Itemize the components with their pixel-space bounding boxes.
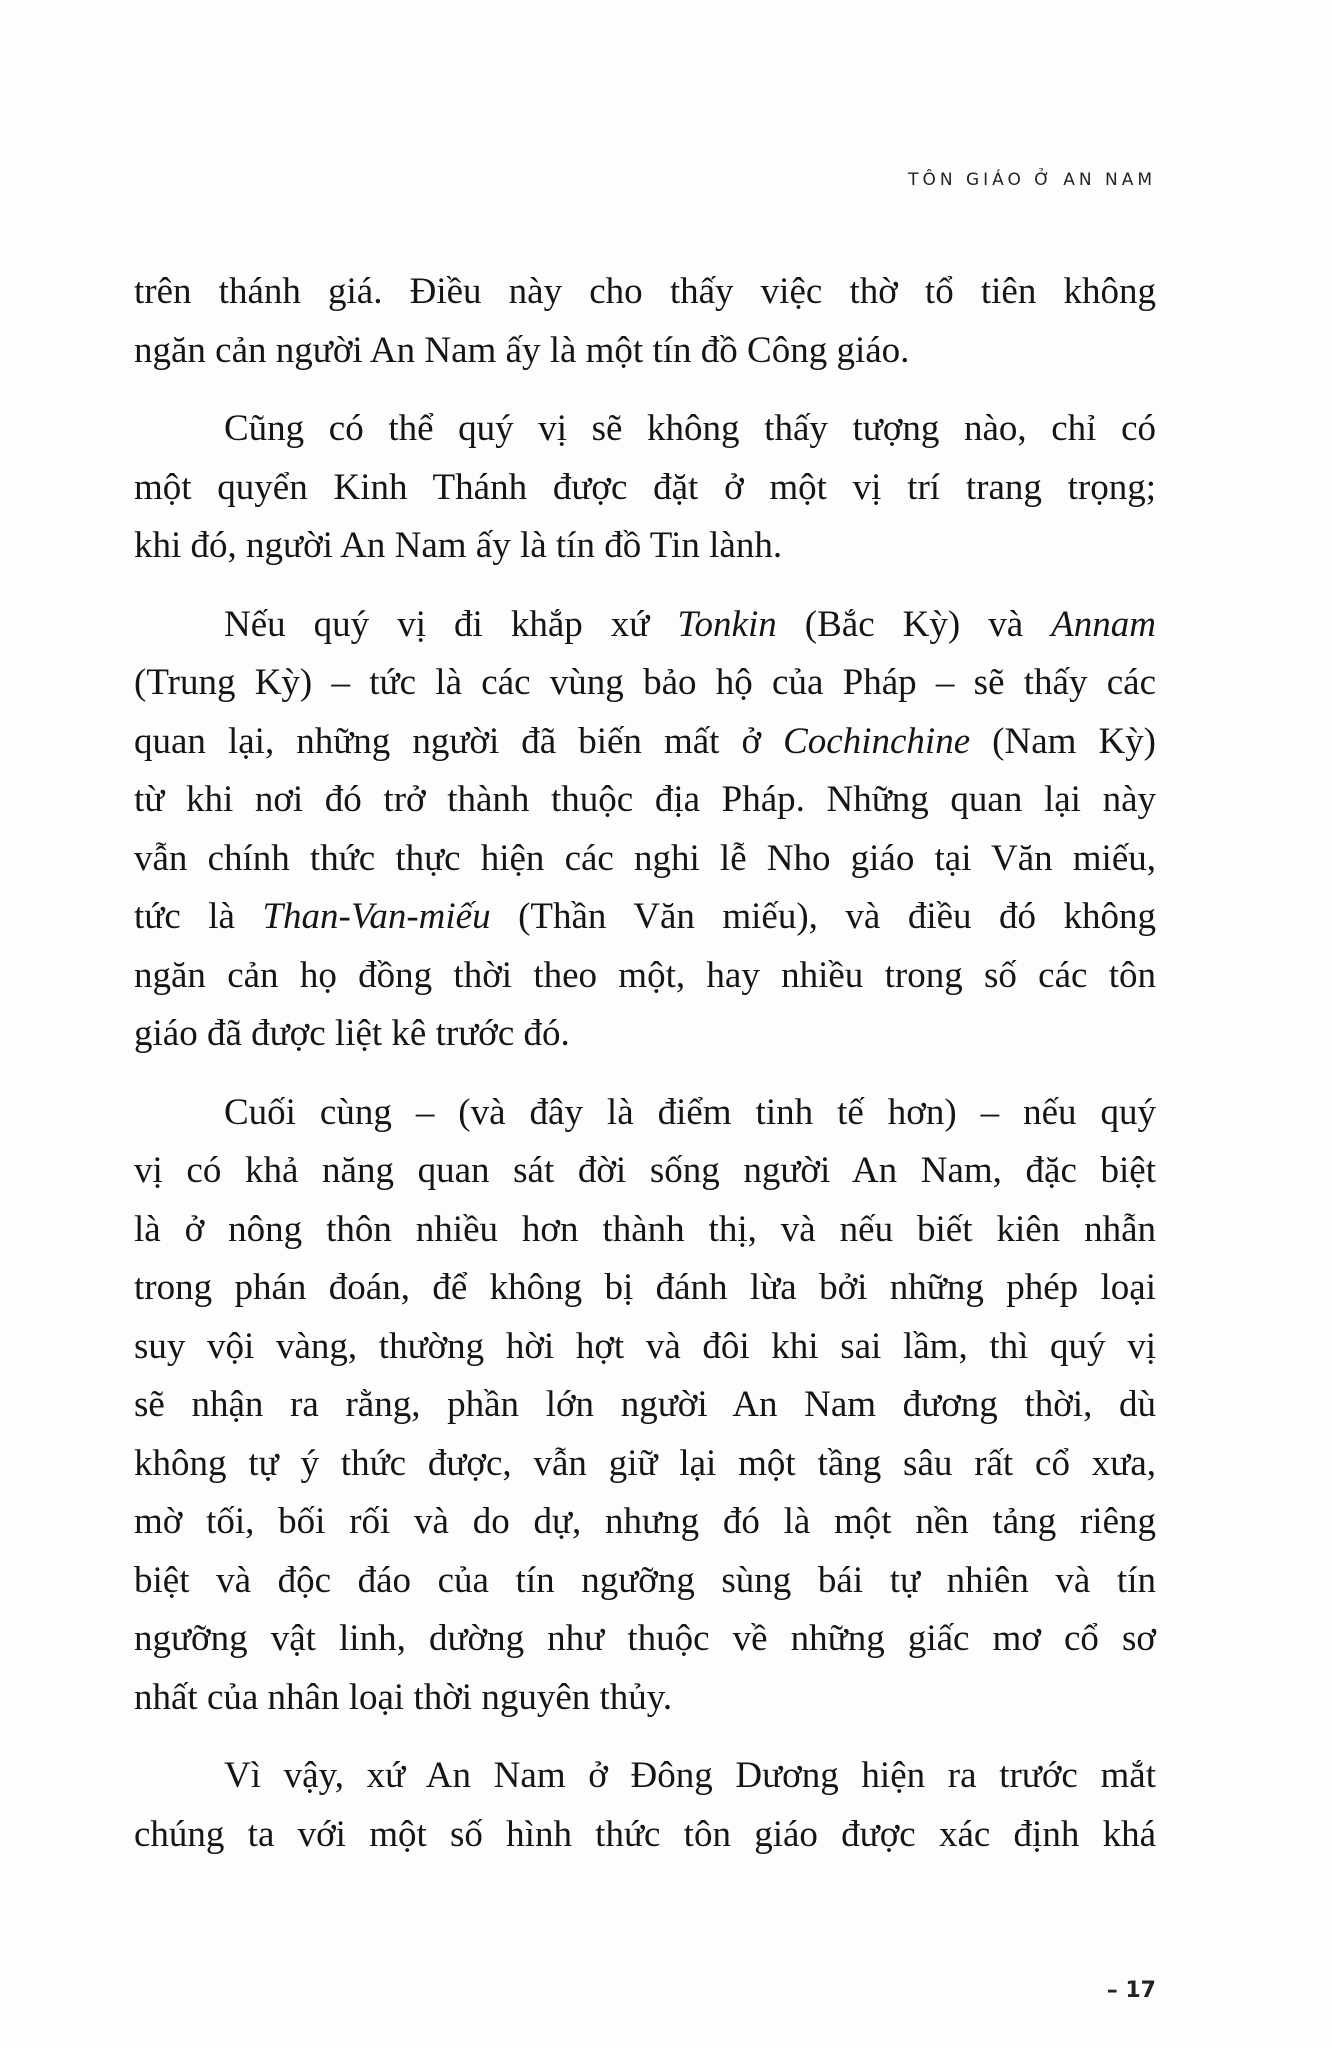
text-line bbox=[134, 400, 1156, 459]
text-segment: (Thần Văn miếu), và điều đó không bbox=[490, 896, 1156, 937]
text-segment: biệt và độc đáo của tín ngưỡng sùng bái tự nhiên và tín bbox=[134, 1559, 1156, 1601]
paragraph bbox=[134, 400, 1156, 576]
text-line bbox=[134, 1669, 1156, 1728]
text-segment: Vì vậy, xứ An Nam ở Đông Dương hiện ra trước mắt bbox=[224, 1755, 1156, 1796]
text-segment: khi đó, người An Nam ấy là tín đồ Tin lành. bbox=[134, 525, 783, 566]
text-segment: Cũng có thể quý vị sẽ không thấy tượng nào, chỉ có bbox=[224, 408, 1156, 449]
text-segment: suy vội vàng, thường hời hợt và đôi khi sai lầm, thì quý vị bbox=[134, 1325, 1156, 1367]
text-segment: mờ tối, bối rối và do dự, nhưng đó là một nền tảng riêng bbox=[134, 1501, 1156, 1542]
text-segment: sẽ nhận ra rằng, phần lớn người An Nam đương thời, dù bbox=[134, 1384, 1156, 1425]
text-line bbox=[134, 1552, 1156, 1611]
italic-term: Tonkin bbox=[677, 603, 777, 645]
text-line bbox=[134, 1806, 1156, 1865]
italic-term: Than-Van-miếu bbox=[262, 896, 491, 937]
text-line bbox=[134, 830, 1156, 889]
text-segment: là ở nông thôn nhiều hơn thành thị, và nếu biết kiên nhẫn bbox=[134, 1208, 1156, 1250]
text-segment: Nếu quý vị đi khắp xứ bbox=[224, 603, 678, 645]
text-segment: trong phán đoán, để không bị đánh lừa bởi những phép loại bbox=[134, 1267, 1156, 1308]
body-text bbox=[134, 263, 1156, 1884]
text-line bbox=[134, 888, 1156, 947]
text-segment: vị có khả năng quan sát đời sống người An Nam, đặc biệt bbox=[134, 1150, 1156, 1191]
paragraph bbox=[134, 263, 1156, 380]
text-line bbox=[134, 713, 1156, 772]
paragraph bbox=[134, 596, 1156, 1064]
text-line bbox=[134, 1493, 1156, 1552]
text-segment: ngưỡng vật linh, dường như thuộc về những giấc mơ cổ sơ bbox=[134, 1618, 1156, 1659]
text-line bbox=[134, 1259, 1156, 1318]
text-segment: một quyển Kinh Thánh được đặt ở một vị trí trang trọng; bbox=[134, 466, 1156, 508]
text-line bbox=[134, 947, 1156, 1006]
text-segment: tức là bbox=[134, 896, 263, 937]
text-segment: trên thánh giá. Điều này cho thấy việc thờ tổ tiên không bbox=[134, 271, 1156, 312]
text-line bbox=[134, 1376, 1156, 1435]
text-line bbox=[134, 771, 1156, 830]
text-segment: (Bắc Kỳ) và bbox=[776, 603, 1052, 645]
running-head: TÔN GIÁO Ở AN NAM bbox=[908, 170, 1156, 190]
text-line bbox=[134, 654, 1156, 713]
text-line bbox=[134, 1201, 1156, 1260]
italic-term: Annam bbox=[1051, 603, 1156, 645]
page-number: – 17 bbox=[1106, 1978, 1156, 2003]
text-segment: từ khi nơi đó trở thành thuộc địa Pháp. Những quan lại này bbox=[134, 779, 1156, 820]
paragraph bbox=[134, 1747, 1156, 1864]
text-line bbox=[134, 1142, 1156, 1201]
text-line bbox=[134, 322, 1156, 381]
paragraph bbox=[134, 1084, 1156, 1728]
text-segment: chúng ta với một số hình thức tôn giáo được xác định khá bbox=[134, 1813, 1156, 1855]
italic-term: Cochinchine bbox=[783, 720, 971, 762]
text-line bbox=[134, 1318, 1156, 1377]
text-line bbox=[134, 1610, 1156, 1669]
text-line bbox=[134, 1005, 1156, 1064]
text-segment: không tự ý thức được, vẫn giữ lại một tầng sâu rất cổ xưa, bbox=[134, 1442, 1156, 1484]
text-segment: (Nam Kỳ) bbox=[970, 720, 1156, 762]
text-segment: quan lại, những người đã biến mất ở bbox=[134, 720, 784, 762]
text-segment: giáo đã được liệt kê trước đó. bbox=[134, 1013, 570, 1054]
text-segment: Cuối cùng – (và đây là điểm tinh tế hơn) – nếu quý bbox=[224, 1091, 1156, 1133]
text-line bbox=[134, 1435, 1156, 1494]
text-line bbox=[134, 596, 1156, 655]
text-segment: ngăn cản họ đồng thời theo một, hay nhiều trong số các tôn bbox=[134, 954, 1156, 996]
text-line bbox=[134, 1084, 1156, 1143]
text-line bbox=[134, 263, 1156, 322]
text-segment: (Trung Kỳ) – tức là các vùng bảo hộ của Pháp – sẽ thấy các bbox=[134, 662, 1156, 703]
text-segment: vẫn chính thức thực hiện các nghi lễ Nho giáo tại Văn miếu, bbox=[134, 837, 1156, 879]
text-line bbox=[134, 517, 1156, 576]
text-line bbox=[134, 459, 1156, 518]
text-segment: nhất của nhân loại thời nguyên thủy. bbox=[134, 1676, 673, 1718]
text-line bbox=[134, 1747, 1156, 1806]
text-segment: ngăn cản người An Nam ấy là một tín đồ Công giáo. bbox=[134, 329, 910, 371]
